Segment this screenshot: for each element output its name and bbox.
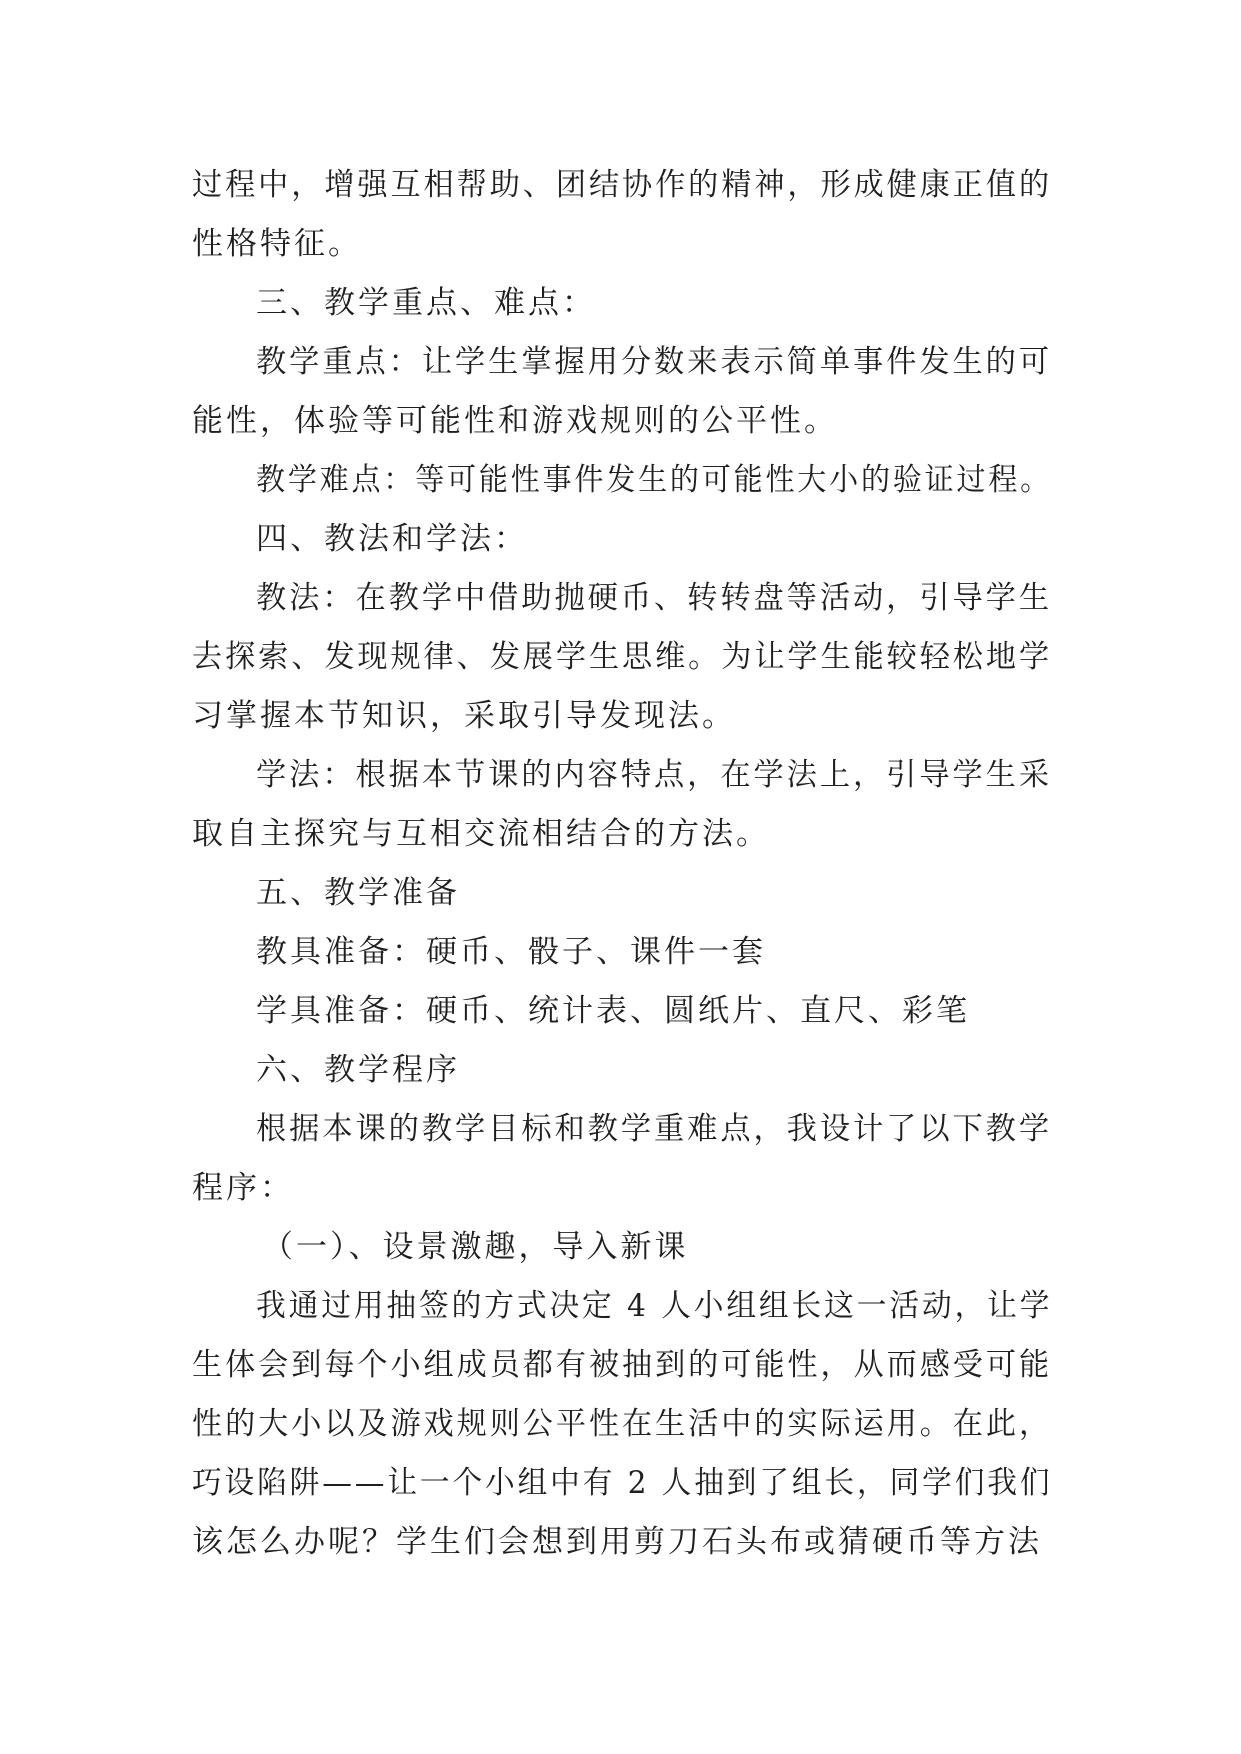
section-heading: 六、教学程序 [256,1052,460,1088]
text-line: 教具准备：硬币、骰子、课件一套 [256,934,766,970]
text-line: 性的大小以及游戏规则公平性在生活中的实际运用。在此， [192,1406,1053,1442]
text-line: 习掌握本节知识，采取引导发现法。 [192,698,736,734]
subsection-heading: （一）、设景激趣，导入新课 [262,1229,689,1265]
text-line: 教法：在教学中借助抛硬币、转转盘等活动，引导学生 [256,580,1053,616]
text-line: 程序： [192,1170,294,1206]
section-heading: 五、教学准备 [256,875,460,911]
text-line: 取自主探究与互相交流相结合的方法。 [192,816,770,852]
section-heading: 三、教学重点、难点： [256,285,596,321]
text-line: 学具准备：硬币、统计表、圆纸片、直尺、彩笔 [256,993,970,1029]
text-line: 能性，体验等可能性和游戏规则的公平性。 [192,403,838,439]
text-line: 去探索、发现规律、发展学生思维。为让学生能较轻松地学 [192,639,1053,675]
text-line: 该怎么办呢？学生们会想到用剪刀石头布或猜硬币等方法 [192,1524,1042,1560]
text-line: 学法：根据本节课的内容特点，在学法上，引导学生采 [256,757,1053,793]
text-line: 生体会到每个小组成员都有被抽到的可能性，从而感受可能 [192,1347,1053,1383]
text-line: 根据本课的教学目标和教学重难点，我设计了以下教学 [256,1111,1053,1147]
text-line: 巧设陷阱——让一个小组中有 2 人抽到了组长，同学们我们 [192,1465,1053,1501]
section-heading: 四、教法和学法： [256,521,528,557]
text-line: 教学难点：等可能性事件发生的可能性大小的验证过程。 [256,462,1053,498]
text-line: 教学重点：让学生掌握用分数来表示简单事件发生的可 [256,344,1053,380]
text-line: 过程中，增强互相帮助、团结协作的精神，形成健康正值的 [192,167,1053,203]
text-line: 性格特征。 [192,226,362,262]
text-line: 我通过用抽签的方式决定 4 人小组组长这一活动，让学 [256,1288,1053,1324]
